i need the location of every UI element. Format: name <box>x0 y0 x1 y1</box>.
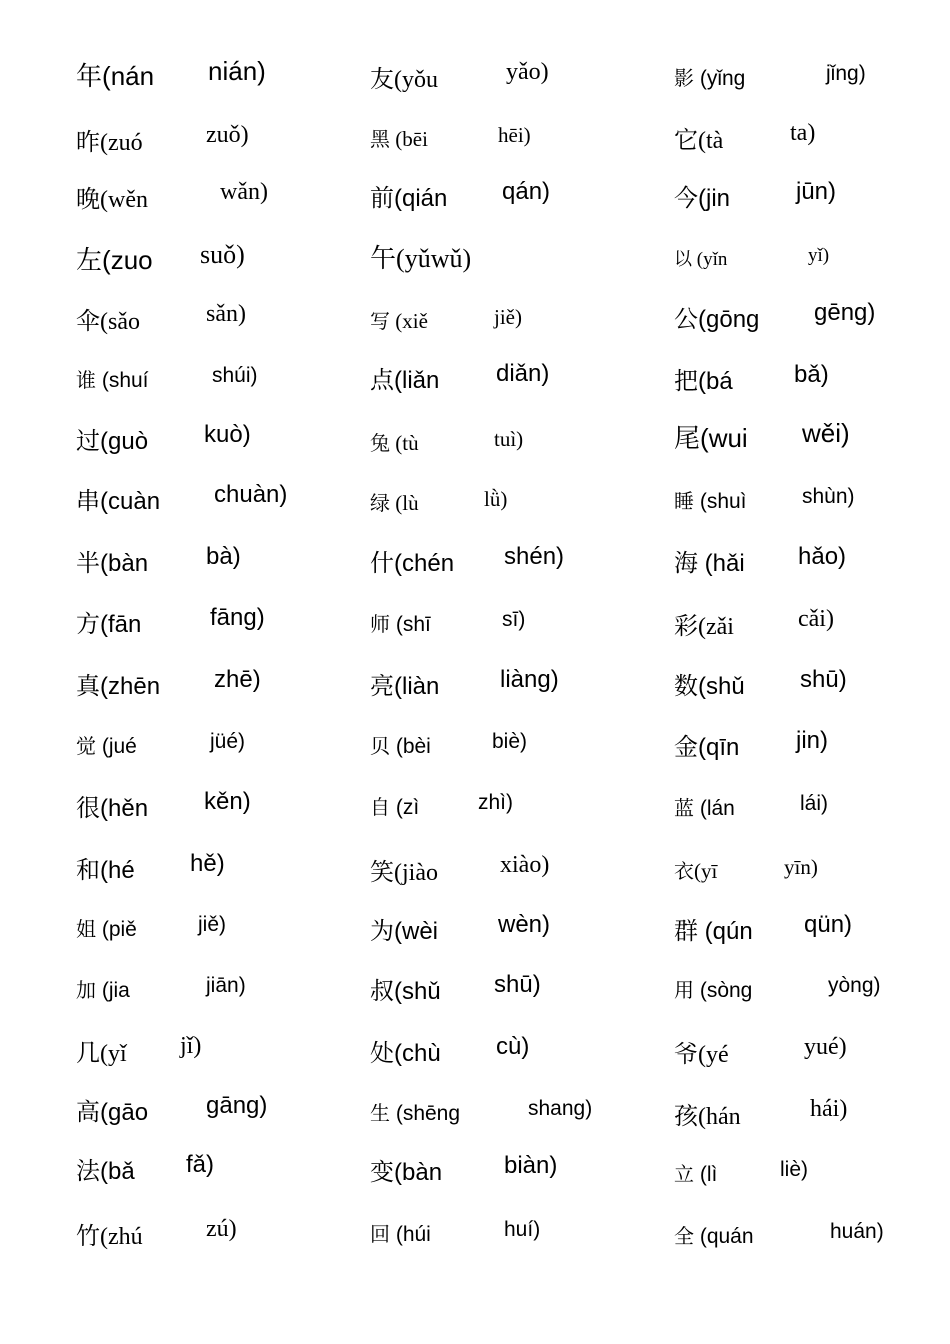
hanzi: 觉 <box>76 734 96 758</box>
entry-3-1: 影 (yǐng jǐng) <box>674 62 866 90</box>
entry-1-18: 高(gāo gāng) <box>76 1092 268 1126</box>
pinyin-option-2: zú) <box>206 1216 237 1242</box>
pinyin-option-2: bà) <box>206 543 241 570</box>
entry-1-6: 谁 (shuí shúi) <box>76 364 258 392</box>
entry-1-4: 左(zuo suǒ) <box>76 240 245 276</box>
pinyin-option-1: jin <box>706 185 731 212</box>
entry-3-15: 群 (qún qün) <box>674 911 853 945</box>
entry-3-19: 立 (lì liè) <box>674 1158 809 1186</box>
hanzi: 半 <box>76 549 100 577</box>
entry-2-7: 兔 (tù tuì) <box>370 427 524 455</box>
pinyin-option-1: shuí <box>108 369 149 392</box>
pinyin-option-1: quán <box>706 1225 754 1248</box>
pinyin-option-1: liàn <box>402 673 440 700</box>
pinyin-option-2: chuàn) <box>214 481 288 508</box>
hanzi: 以 <box>674 249 692 270</box>
pinyin-option-1: shuì <box>706 490 747 513</box>
hanzi: 今 <box>674 184 698 212</box>
hanzi: 友 <box>370 65 394 93</box>
pinyin-option-2: yīn) <box>784 855 818 879</box>
pinyin-option-2: fāng) <box>210 604 265 631</box>
pinyin-option-2: zhē) <box>214 666 261 693</box>
pinyin-option-2: jüé) <box>210 730 246 753</box>
pinyin-option-1: hǎi <box>712 550 745 577</box>
entry-2-4: 午(yǔwǔ) <box>370 238 471 275</box>
pinyin-option-2: shén) <box>504 543 565 570</box>
pinyin-option-2: shùn) <box>802 485 855 508</box>
entry-3-12: 金(qīn jin) <box>674 727 829 761</box>
pinyin-option-1: qián <box>402 185 448 212</box>
pinyin-option-1: bàn <box>108 550 149 577</box>
pinyin-option-1: piě <box>108 918 137 941</box>
entry-2-6: 点(liǎn diǎn) <box>370 360 550 394</box>
pinyin-option-1: shǔ <box>402 978 441 1005</box>
pinyin-option-1: húi <box>402 1223 431 1246</box>
entry-2-19: 变(bàn biàn) <box>370 1152 558 1186</box>
entry-2-5: 写 (xiě jiě) <box>370 305 522 333</box>
pinyin-option-2: zuǒ) <box>206 122 249 148</box>
hanzi: 兔 <box>370 431 390 455</box>
pinyin-option-2: yǎo) <box>506 59 549 85</box>
pinyin-option-2: sǎn) <box>206 301 246 327</box>
pinyin-option-1: nán <box>110 61 155 91</box>
entry-1-20: 竹(zhú zú) <box>76 1216 237 1250</box>
hanzi: 方 <box>76 610 100 638</box>
pinyin-option-1: bá <box>706 368 733 395</box>
pinyin-option-2: ta) <box>790 120 816 146</box>
hanzi: 蓝 <box>674 796 694 820</box>
hanzi: 彩 <box>674 612 698 640</box>
hanzi: 回 <box>370 1222 390 1246</box>
entry-3-3: 今(jin jūn) <box>674 178 837 212</box>
entry-3-9: 海 (hǎi hǎo) <box>674 543 847 577</box>
hanzi: 笑 <box>370 858 394 886</box>
hanzi: 加 <box>76 978 96 1002</box>
hanzi: 尾 <box>674 424 701 454</box>
pinyin-option-1: jué <box>108 735 137 758</box>
pinyin-option-2: wǎn) <box>220 179 268 205</box>
pinyin-option-1: yǐng <box>706 67 746 90</box>
hanzi: 串 <box>76 487 100 515</box>
pinyin-option-1: wèi <box>402 918 439 945</box>
pinyin-option-2: tuì) <box>494 427 524 451</box>
pinyin-option-1: cuàn <box>108 488 161 515</box>
entry-1-1: 年(nán nián) <box>76 56 266 92</box>
hanzi: 昨 <box>76 128 100 156</box>
pinyin-option-2: diǎn) <box>496 360 550 387</box>
pinyin-option-2: liàng) <box>500 666 559 693</box>
pinyin-option-2: yué) <box>804 1034 847 1060</box>
pinyin-option-1: lán <box>706 797 735 820</box>
pinyin-option-1: liǎn <box>402 367 440 394</box>
pinyin-option-1: sòng <box>706 979 753 1002</box>
entry-3-5: 公(gōng gēng) <box>674 299 876 333</box>
entry-2-17: 处(chù cù) <box>370 1033 530 1067</box>
entry-3-7: 尾(wui wěi) <box>674 418 850 454</box>
pinyin-option-2: hě) <box>190 850 225 877</box>
pinyin-option-1: lì <box>706 1163 718 1186</box>
hanzi: 它 <box>674 126 698 154</box>
pinyin-option-1: qīn <box>706 734 740 761</box>
hanzi: 把 <box>674 367 698 395</box>
pinyin-option-2: liè) <box>780 1158 809 1181</box>
pinyin-option-1: jia <box>108 979 130 1002</box>
entry-3-14: 衣(yī yīn) <box>674 855 818 883</box>
entry-2-10: 师 (shī sī) <box>370 608 526 636</box>
entry-1-7: 过(guò kuò) <box>76 421 251 455</box>
pinyin-option-2: yǐ) <box>808 245 830 266</box>
pinyin-option-2: kěn) <box>204 788 251 815</box>
pinyin-option-2: cǎi) <box>798 606 834 632</box>
hanzi: 真 <box>76 672 100 700</box>
hanzi: 爷 <box>674 1040 698 1068</box>
pinyin-option-1: guò <box>108 428 149 455</box>
pinyin-option-2: bǎ) <box>794 361 829 388</box>
entry-1-11: 真(zhēn zhē) <box>76 666 261 700</box>
pinyin-option-1: yǐn <box>703 249 728 270</box>
hanzi: 金 <box>674 733 698 761</box>
pinyin-option-2: hái) <box>810 1096 848 1122</box>
entry-1-17: 几(yǐ jǐ) <box>76 1033 202 1067</box>
pinyin-option-1: yǐ <box>108 1041 127 1067</box>
hanzi: 处 <box>370 1039 394 1067</box>
pinyin-option-1: bēi <box>402 127 428 151</box>
entry-1-19: 法(bǎ fǎ) <box>76 1151 215 1185</box>
hanzi: 立 <box>674 1162 694 1186</box>
hanzi: 谁 <box>76 368 96 392</box>
hanzi: 数 <box>674 672 698 700</box>
hanzi: 生 <box>370 1101 390 1125</box>
hanzi: 衣 <box>674 859 694 883</box>
pinyin-option-1: wěn <box>108 187 148 213</box>
entry-2-12: 贝 (bèi biè) <box>370 730 528 758</box>
pinyin-option-2: qün) <box>804 911 853 938</box>
entry-1-3: 晚(wěn wǎn) <box>76 179 268 213</box>
pinyin-option-1: chù <box>402 1040 441 1067</box>
entry-3-16: 用 (sòng yòng) <box>674 974 881 1002</box>
pinyin-option-1: zì <box>402 796 420 819</box>
hanzi: 点 <box>370 366 394 394</box>
entry-3-18: 孩(hán hái) <box>674 1096 848 1130</box>
pinyin-option-2: zhì) <box>478 791 514 814</box>
entry-1-5: 伞(sǎo sǎn) <box>76 301 246 335</box>
hanzi: 变 <box>370 1158 394 1186</box>
hanzi: 很 <box>76 794 100 822</box>
pinyin-option-2: jiān) <box>206 974 246 997</box>
entry-1-2: 昨(zuó zuǒ) <box>76 122 249 156</box>
entry-1-14: 和(hé hě) <box>76 850 225 884</box>
pinyin-option-1: zuo <box>110 245 153 275</box>
hanzi: 公 <box>674 305 698 333</box>
hanzi: 高 <box>76 1098 100 1126</box>
hanzi: 绿 <box>370 491 390 515</box>
pinyin-option-1: tù <box>402 431 419 455</box>
pinyin-option-1: zuó <box>108 130 143 156</box>
hanzi: 自 <box>370 795 390 819</box>
pinyin-option-2: suǒ) <box>200 240 245 269</box>
entry-2-11: 亮(liàn liàng) <box>370 666 559 700</box>
entry-3-8: 睡 (shuì shùn) <box>674 485 855 513</box>
entry-2-13: 自 (zì zhì) <box>370 791 514 819</box>
pinyin-option-2: jiě) <box>494 305 522 329</box>
hanzi: 什 <box>370 549 394 577</box>
pinyin-option-1: yī <box>701 859 718 883</box>
pinyin-option-2: lǜ) <box>484 487 508 511</box>
entry-1-10: 方(fān fāng) <box>76 604 265 638</box>
pinyin-option-2: shū) <box>494 971 541 998</box>
pinyin-option-1: shī <box>402 613 431 636</box>
pinyin-option-1: fān <box>108 611 142 638</box>
hanzi: 孩 <box>674 1102 698 1130</box>
hanzi: 前 <box>370 184 394 212</box>
pinyin-option-1: shǔ <box>706 673 745 700</box>
pinyin-option-2: nián) <box>208 56 266 86</box>
pinyin-option-1: gāo <box>108 1099 149 1126</box>
hanzi: 贝 <box>370 734 390 758</box>
entry-2-8: 绿 (lù lǜ) <box>370 487 508 515</box>
hanzi: 影 <box>674 66 694 90</box>
pinyin-option-2: shang) <box>528 1097 593 1120</box>
hanzi: 睡 <box>674 489 694 513</box>
entry-3-20: 全 (quán huán) <box>674 1220 884 1248</box>
pinyin-option-2: jūn) <box>796 178 837 205</box>
entry-3-4: 以 (yǐn yǐ) <box>674 245 830 270</box>
pinyin-option-1: gōng <box>706 306 760 333</box>
entry-3-11: 数(shǔ shū) <box>674 666 847 700</box>
entry-2-2: 黑 (bēi hēi) <box>370 123 531 151</box>
entry-2-18: 生 (shēng shang) <box>370 1097 593 1125</box>
hanzi: 年 <box>76 62 103 92</box>
pinyin-option-2: qán) <box>502 178 551 205</box>
entry-3-13: 蓝 (lán lái) <box>674 792 829 820</box>
pinyin-option-2: shū) <box>800 666 847 693</box>
entry-3-6: 把(bá bǎ) <box>674 361 829 395</box>
pinyin-option-2: jin) <box>796 727 829 754</box>
pinyin-option-2: hēi) <box>498 123 531 147</box>
hanzi: 师 <box>370 612 390 636</box>
hanzi: 写 <box>370 309 390 333</box>
pinyin-option-1: zhú <box>108 1224 143 1250</box>
hanzi: 姐 <box>76 917 96 941</box>
entry-1-15: 姐 (piě jiě) <box>76 913 227 941</box>
hanzi: 用 <box>674 978 694 1002</box>
pinyin-option-1: bèi <box>402 735 431 758</box>
hanzi: 亮 <box>370 672 394 700</box>
entry-2-20: 回 (húi huí) <box>370 1218 541 1246</box>
hanzi: 伞 <box>76 307 100 335</box>
pinyin-option-1: zǎi <box>706 614 734 640</box>
pinyin-option-1: sǎo <box>108 309 140 335</box>
entry-3-2: 它(tà ta) <box>674 120 816 154</box>
pinyin-option-2: lái) <box>800 792 829 815</box>
hanzi: 竹 <box>76 1222 100 1250</box>
pinyin-option-1: zhēn <box>108 673 161 700</box>
hanzi: 全 <box>674 1224 694 1248</box>
hanzi: 晚 <box>76 185 100 213</box>
pinyin-option-2: hǎo) <box>798 543 847 570</box>
pinyin-option-2: jiě) <box>198 913 227 936</box>
entry-1-13: 很(hěn kěn) <box>76 788 251 822</box>
pinyin-option-1: chén <box>402 550 455 577</box>
pinyin-option-1: tà <box>706 128 724 154</box>
pinyin-option-1: xiě <box>402 309 428 333</box>
entry-2-16: 叔(shǔ shū) <box>370 971 541 1005</box>
pinyin-option-1: bàn <box>402 1159 443 1186</box>
entry-3-17: 爷(yé yué) <box>674 1034 847 1068</box>
pinyin-option-2: yòng) <box>828 974 881 997</box>
pinyin-option-2: kuò) <box>204 421 251 448</box>
entry-2-14: 笑(jiào xiào) <box>370 852 550 886</box>
pinyin-option-2: jǐng) <box>826 62 866 85</box>
pinyin-option-2: sī) <box>502 608 526 631</box>
hanzi: 为 <box>370 917 394 945</box>
pinyin-option-1: lù <box>402 491 419 515</box>
pinyin-option-2: biè) <box>492 730 528 753</box>
pinyin-option-1: bǎ <box>108 1158 135 1185</box>
pinyin-option-1: shēng <box>402 1102 461 1125</box>
pinyin-option-1: yé <box>706 1042 729 1068</box>
pinyin-option-1: hé <box>108 857 135 884</box>
entry-1-12: 觉 (jué jüé) <box>76 730 246 758</box>
pinyin-option-1: yǒu <box>402 67 438 93</box>
pinyin-option-2: wèn) <box>498 911 551 938</box>
entry-2-3: 前(qián qán) <box>370 178 551 212</box>
entry-1-9: 半(bàn bà) <box>76 543 241 577</box>
entry-2-9: 什(chén shén) <box>370 543 565 577</box>
pinyin-option-2: gēng) <box>814 299 876 326</box>
pinyin-option-2: huán) <box>830 1220 884 1243</box>
hanzi: 叔 <box>370 977 394 1005</box>
pinyin-option-1: wui <box>708 423 748 453</box>
hanzi: 海 <box>674 549 698 577</box>
hanzi: 午 <box>370 244 397 274</box>
hanzi: 和 <box>76 856 100 884</box>
pinyin-option-2: biàn) <box>504 1152 558 1179</box>
entry-1-8: 串(cuàn chuàn) <box>76 481 288 515</box>
entry-2-15: 为(wèi wèn) <box>370 911 551 945</box>
hanzi: 过 <box>76 427 100 455</box>
pinyin-option-2: cù) <box>496 1033 530 1060</box>
entry-2-1: 友(yǒu yǎo) <box>370 59 549 93</box>
entry-1-16: 加 (jia jiān) <box>76 974 246 1002</box>
entry-3-10: 彩(zǎi cǎi) <box>674 606 834 640</box>
hanzi: 群 <box>674 917 698 945</box>
hanzi: 几 <box>76 1039 100 1067</box>
pinyin-option-2: shúi) <box>212 364 258 387</box>
pinyin-option-1: yǔwǔ) <box>404 244 472 273</box>
pinyin-option-1: hán <box>706 1104 741 1130</box>
pinyin-option-2: huí) <box>504 1218 541 1241</box>
pinyin-option-1: qún <box>712 918 753 945</box>
pinyin-option-2: wěi) <box>802 418 850 448</box>
pinyin-option-1: hěn <box>108 795 149 822</box>
hanzi: 黑 <box>370 127 390 151</box>
pinyin-option-2: fǎ) <box>186 1151 215 1178</box>
hanzi: 法 <box>76 1157 100 1185</box>
pinyin-option-1: jiào <box>402 860 438 886</box>
pinyin-option-2: xiào) <box>500 852 550 878</box>
pinyin-option-2: jǐ) <box>180 1033 202 1059</box>
hanzi: 左 <box>76 246 103 276</box>
pinyin-option-2: gāng) <box>206 1092 268 1119</box>
